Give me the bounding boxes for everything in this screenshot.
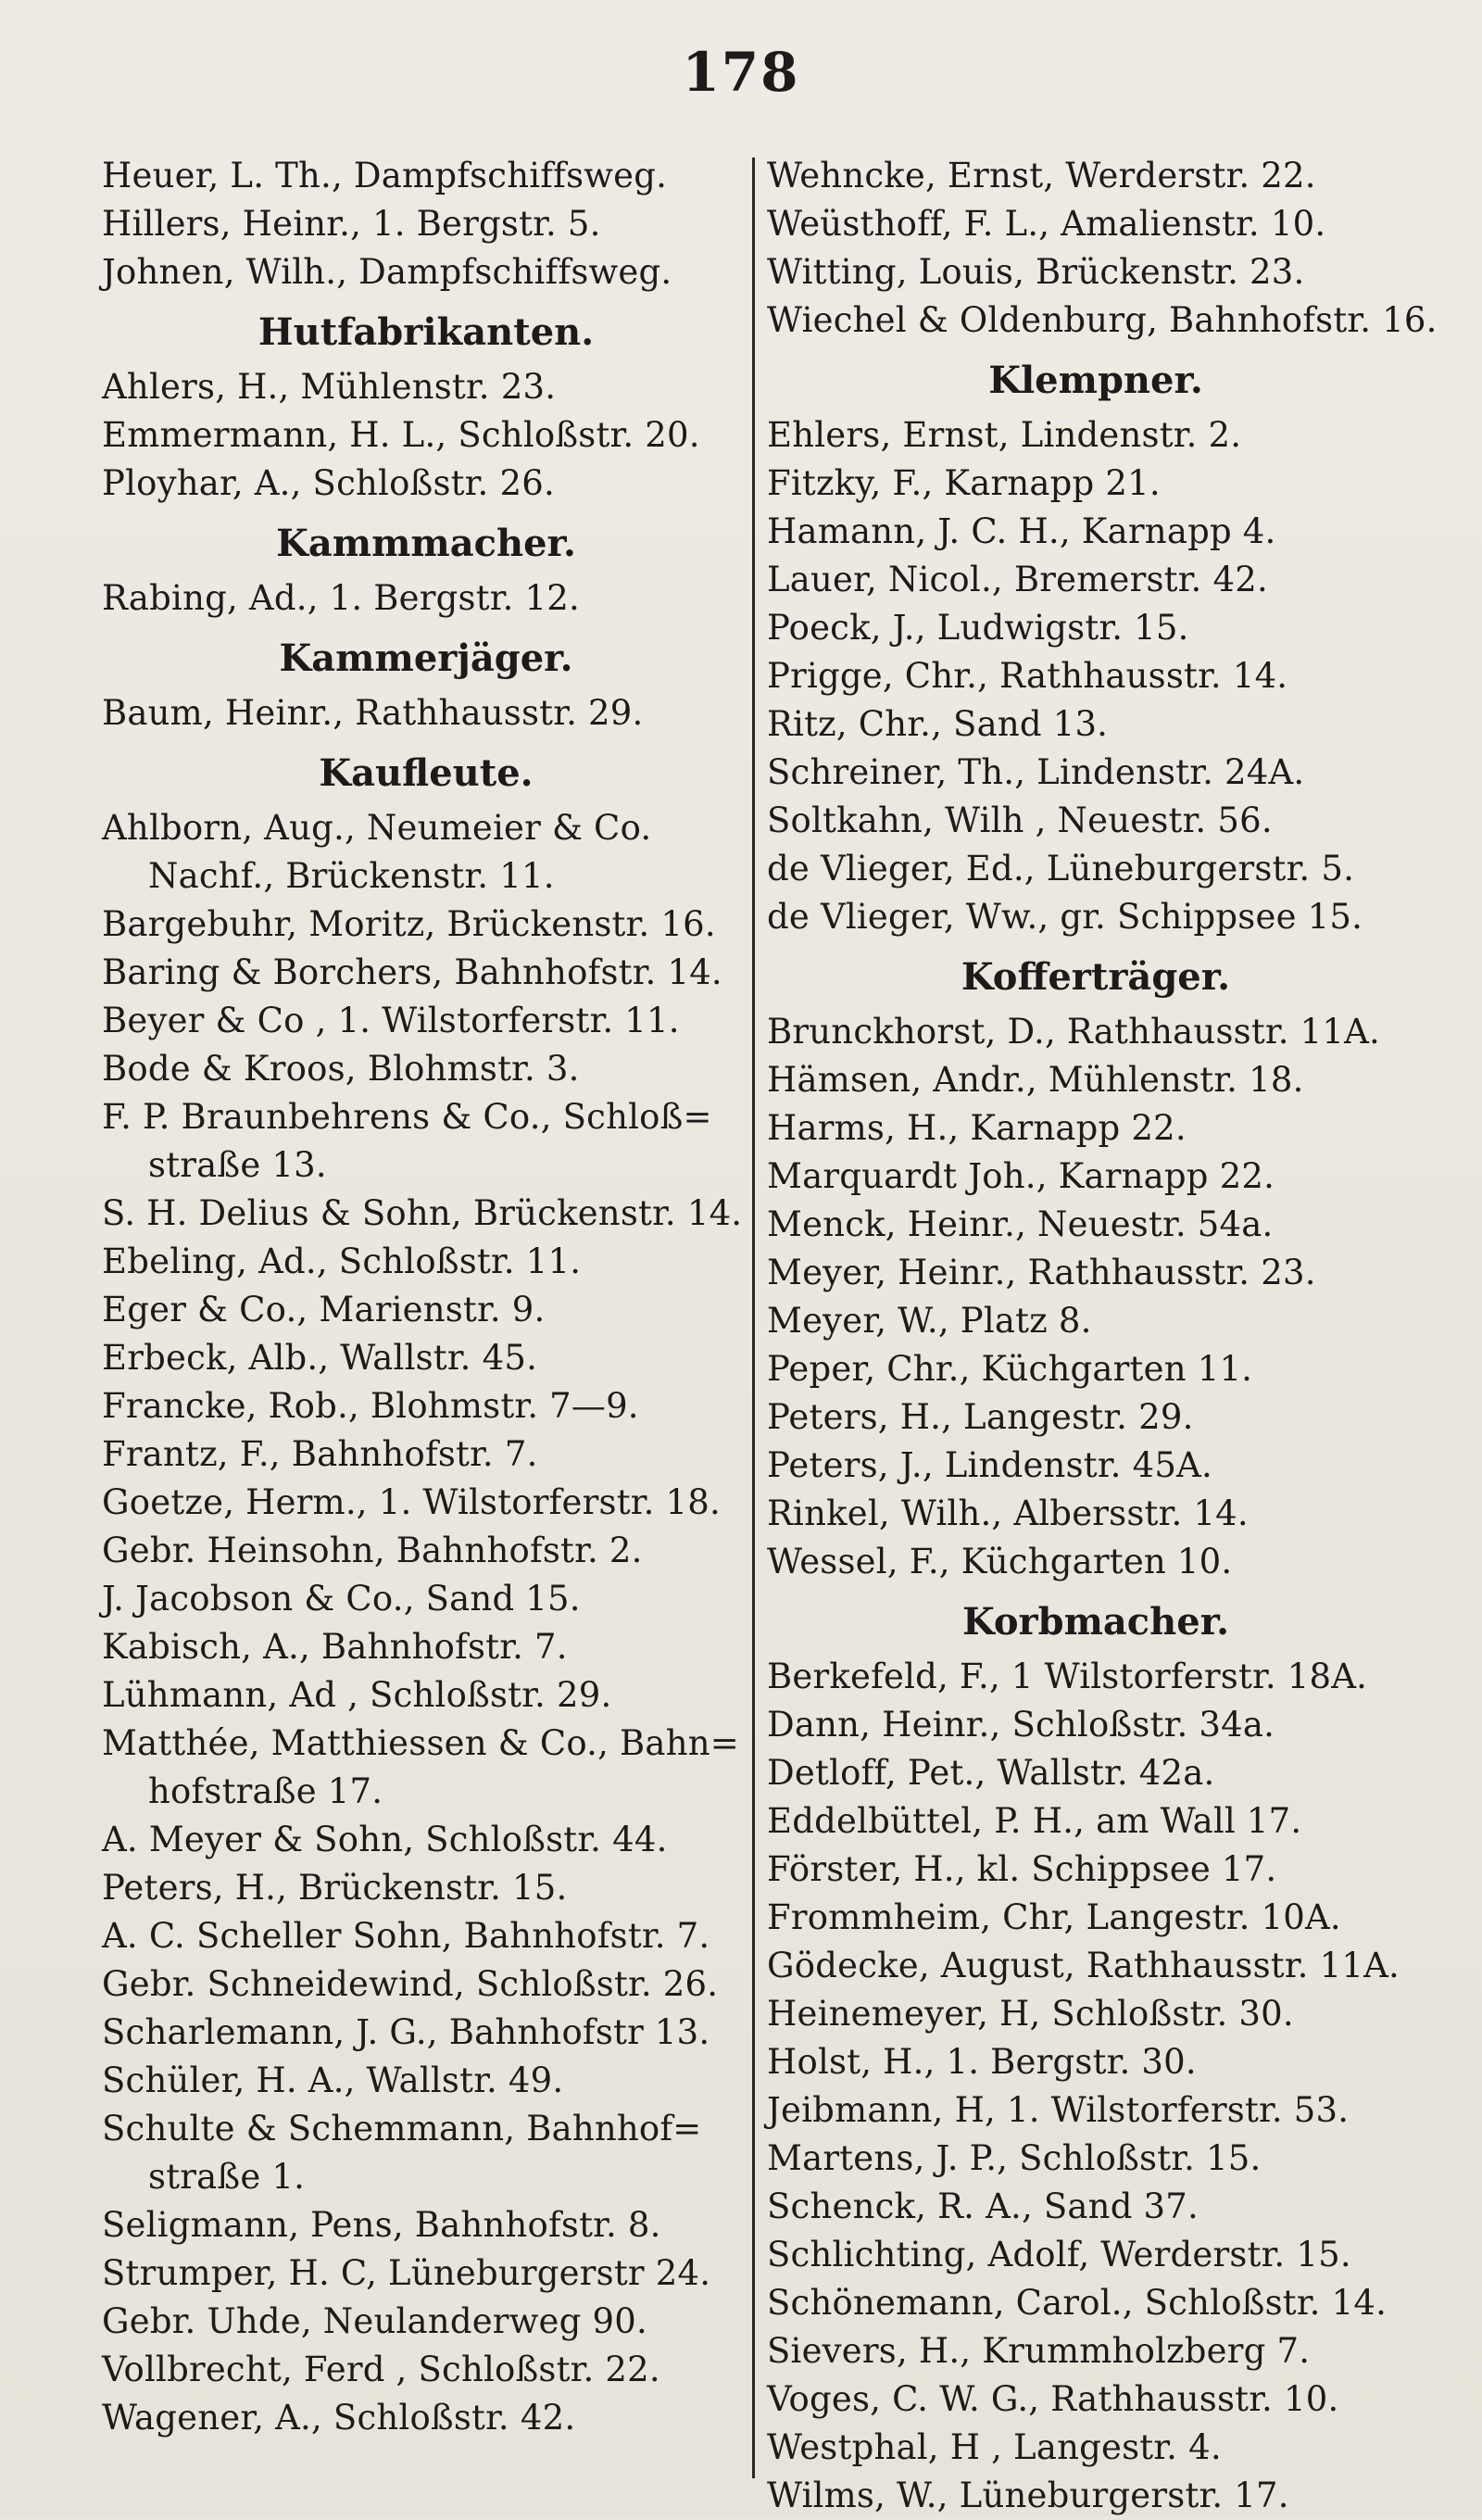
directory-entry: Harms, H., Karnapp 22. <box>767 1108 1187 1148</box>
directory-entry: Wiechel & Oldenburg, Bahnhofstr. 16. <box>767 300 1438 340</box>
directory-entry: Martens, J. P., Schloßstr. 15. <box>767 2138 1262 2178</box>
directory-entry: de Vlieger, Ww., gr. Schippsee 15. <box>767 897 1363 937</box>
directory-entry: Ahlers, H., Mühlenstr. 23. <box>102 367 557 407</box>
directory-entry: Bode & Kroos, Blohmstr. 3. <box>102 1049 580 1089</box>
entry-continuation: straße 13. <box>148 1145 327 1185</box>
directory-entry: Ehlers, Ernst, Lindenstr. 2. <box>767 415 1242 455</box>
directory-entry: Rabing, Ad., 1. Bergstr. 12. <box>102 578 580 618</box>
directory-entry: Vollbrecht, Ferd , Schloßstr. 22. <box>102 2350 660 2389</box>
directory-entry: Ritz, Chr., Sand 13. <box>767 704 1109 744</box>
directory-entry: Gebr. Schneidewind, Schloßstr. 26. <box>102 1964 719 2004</box>
section-heading: Kammmacher. <box>276 522 576 565</box>
directory-entry: Hillers, Heinr., 1. Bergstr. 5. <box>102 204 601 244</box>
left-column <box>102 152 750 2442</box>
directory-entry: Soltkahn, Wilh , Neuestr. 56. <box>767 800 1273 840</box>
directory-entry: Heuer, L. Th., Dampfschiffsweg. <box>102 156 668 195</box>
directory-entry: Prigge, Chr., Rathhausstr. 14. <box>767 656 1288 696</box>
directory-entry: Wilms, W., Lüneburgerstr. 17. <box>767 2476 1289 2515</box>
directory-entry: Ployhar, A., Schloßstr. 26. <box>102 463 555 503</box>
directory-entry: Gebr. Uhde, Neulanderweg 90. <box>102 2301 647 2341</box>
page-number: 178 <box>682 41 800 104</box>
directory-entry: Eger & Co., Marienstr. 9. <box>102 1290 546 1329</box>
directory-entry: de Vlieger, Ed., Lüneburgerstr. 5. <box>767 849 1355 888</box>
section-heading: Korbmacher. <box>961 1600 1230 1644</box>
directory-entry: Hämsen, Andr., Mühlenstr. 18. <box>767 1060 1304 1100</box>
directory-entry: Ahlborn, Aug., Neumeier & Co. <box>102 808 652 848</box>
directory-entry: Peper, Chr., Küchgarten 11. <box>767 1349 1253 1389</box>
directory-entry: A. Meyer & Sohn, Schloßstr. 44. <box>102 1820 668 1859</box>
column-divider <box>752 158 755 2478</box>
directory-entry: Peters, H., Langestr. 29. <box>767 1397 1194 1437</box>
directory-entry: Baum, Heinr., Rathhausstr. 29. <box>102 693 644 733</box>
directory-entry: Poeck, J., Ludwigstr. 15. <box>767 608 1189 648</box>
directory-entry: Heinemeyer, H, Schloßstr. 30. <box>767 1994 1294 2034</box>
section-heading: Hutfabrikanten. <box>257 310 595 354</box>
directory-entry: Fitzky, F., Karnapp 21. <box>767 463 1161 503</box>
directory-entry: Peters, H., Brückenstr. 15. <box>102 1868 568 1908</box>
directory-entry: Seligmann, Pens, Bahnhofstr. 8. <box>102 2205 661 2245</box>
directory-entry: Matthée, Matthiessen & Co., Bahn= <box>102 1723 739 1763</box>
directory-entry: Wagener, A., Schloßstr. 42. <box>102 2398 576 2438</box>
directory-entry: Francke, Rob., Blohmstr. 7—9. <box>102 1386 639 1426</box>
directory-entry: Erbeck, Alb., Wallstr. 45. <box>102 1338 538 1378</box>
directory-entry: Gebr. Heinsohn, Bahnhofstr. 2. <box>102 1531 643 1570</box>
directory-entry: F. P. Braunbehrens & Co., Schloß= <box>102 1097 712 1137</box>
directory-entry: Schüler, H. A., Wallstr. 49. <box>102 2060 564 2100</box>
section-heading: Kaufleute. <box>319 751 534 795</box>
directory-entry: Schulte & Schemmann, Bahnhof= <box>102 2109 702 2148</box>
directory-entry: Marquardt Joh., Karnapp 22. <box>767 1156 1275 1196</box>
directory-entry: Eddelbüttel, P. H., am Wall 17. <box>767 1801 1302 1841</box>
directory-entry: Wehncke, Ernst, Werderstr. 22. <box>767 156 1316 195</box>
entry-continuation: Nachf., Brückenstr. 11. <box>148 856 555 896</box>
directory-entry: Baring & Borchers, Bahnhofstr. 14. <box>102 952 722 992</box>
directory-entry: Witting, Louis, Brückenstr. 23. <box>767 252 1305 292</box>
directory-entry: Scharlemann, J. G., Bahnhofstr 13. <box>102 2012 710 2052</box>
directory-entry: Frantz, F., Bahnhofstr. 7. <box>102 1434 538 1474</box>
directory-entry: Schenck, R. A., Sand 37. <box>767 2186 1199 2226</box>
directory-entry: Bargebuhr, Moritz, Brückenstr. 16. <box>102 904 716 944</box>
directory-entry: Westphal, H , Langestr. 4. <box>767 2427 1222 2467</box>
directory-entry: Sievers, H., Krummholzberg 7. <box>767 2331 1311 2371</box>
entry-continuation: straße 1. <box>148 2157 306 2197</box>
directory-entry: Weüsthoff, F. L., Amalienstr. 10. <box>767 204 1326 244</box>
directory-entry: Meyer, Heinr., Rathhausstr. 23. <box>767 1253 1316 1292</box>
directory-entry: S. H. Delius & Sohn, Brückenstr. 14. <box>102 1193 743 1233</box>
directory-entry: Dann, Heinr., Schloßstr. 34a. <box>767 1705 1275 1745</box>
directory-entry: Rinkel, Wilh., Albersstr. 14. <box>767 1493 1249 1533</box>
directory-entry: Kabisch, A., Bahnhofstr. 7. <box>102 1627 568 1667</box>
directory-entry: Holst, H., 1. Bergstr. 30. <box>767 2042 1197 2082</box>
directory-entry: Voges, C. W. G., Rathhausstr. 10. <box>767 2379 1339 2419</box>
directory-entry: Emmermann, H. L., Schloßstr. 20. <box>102 415 700 455</box>
directory-entry: Lauer, Nicol., Bremerstr. 42. <box>767 560 1268 599</box>
directory-entry: Brunckhorst, D., Rathhausstr. 11A. <box>767 1012 1381 1052</box>
directory-entry: Schlichting, Adolf, Werderstr. 15. <box>767 2235 1351 2274</box>
right-column <box>767 152 1438 2520</box>
directory-entry: Johnen, Wilh., Dampfschiffsweg. <box>102 252 672 292</box>
directory-entry: Jeibmann, H, 1. Wilstorferstr. 53. <box>767 2090 1350 2130</box>
directory-entry: Berkefeld, F., 1 Wilstorferstr. 18A. <box>767 1657 1368 1696</box>
directory-entry: Detloff, Pet., Wallstr. 42a. <box>767 1753 1215 1793</box>
section-heading: Kofferträger. <box>961 955 1231 999</box>
directory-entry: A. C. Scheller Sohn, Bahnhofstr. 7. <box>102 1916 710 1956</box>
directory-entry: Ebeling, Ad., Schloßstr. 11. <box>102 1241 582 1281</box>
directory-entry: Beyer & Co , 1. Wilstorferstr. 11. <box>102 1001 680 1040</box>
section-heading: Kammerjäger. <box>279 636 573 680</box>
directory-entry: J. Jacobson & Co., Sand 15. <box>102 1579 581 1619</box>
directory-entry: Strumper, H. C, Lüneburgerstr 24. <box>102 2253 711 2293</box>
directory-entry: Gödecke, August, Rathhausstr. 11A. <box>767 1946 1400 1985</box>
directory-entry: Frommheim, Chr, Langestr. 10A. <box>767 1897 1341 1937</box>
directory-entry: Lühmann, Ad , Schloßstr. 29. <box>102 1675 612 1715</box>
directory-entry: Hamann, J. C. H., Karnapp 4. <box>767 511 1276 551</box>
entry-continuation: hofstraße 17. <box>148 1771 383 1811</box>
directory-entry: Meyer, W., Platz 8. <box>767 1301 1092 1341</box>
directory-entry: Wessel, F., Küchgarten 10. <box>767 1542 1233 1581</box>
directory-entry: Peters, J., Lindenstr. 45A. <box>767 1445 1212 1485</box>
directory-entry: Menck, Heinr., Neuestr. 54a. <box>767 1204 1274 1244</box>
directory-entry: Förster, H., kl. Schippsee 17. <box>767 1849 1277 1889</box>
directory-entry: Goetze, Herm., 1. Wilstorferstr. 18. <box>102 1482 721 1522</box>
directory-entry: Schönemann, Carol., Schloßstr. 14. <box>767 2283 1388 2323</box>
section-heading: Klempner. <box>988 359 1203 402</box>
directory-entry: Schreiner, Th., Lindenstr. 24A. <box>767 752 1305 792</box>
